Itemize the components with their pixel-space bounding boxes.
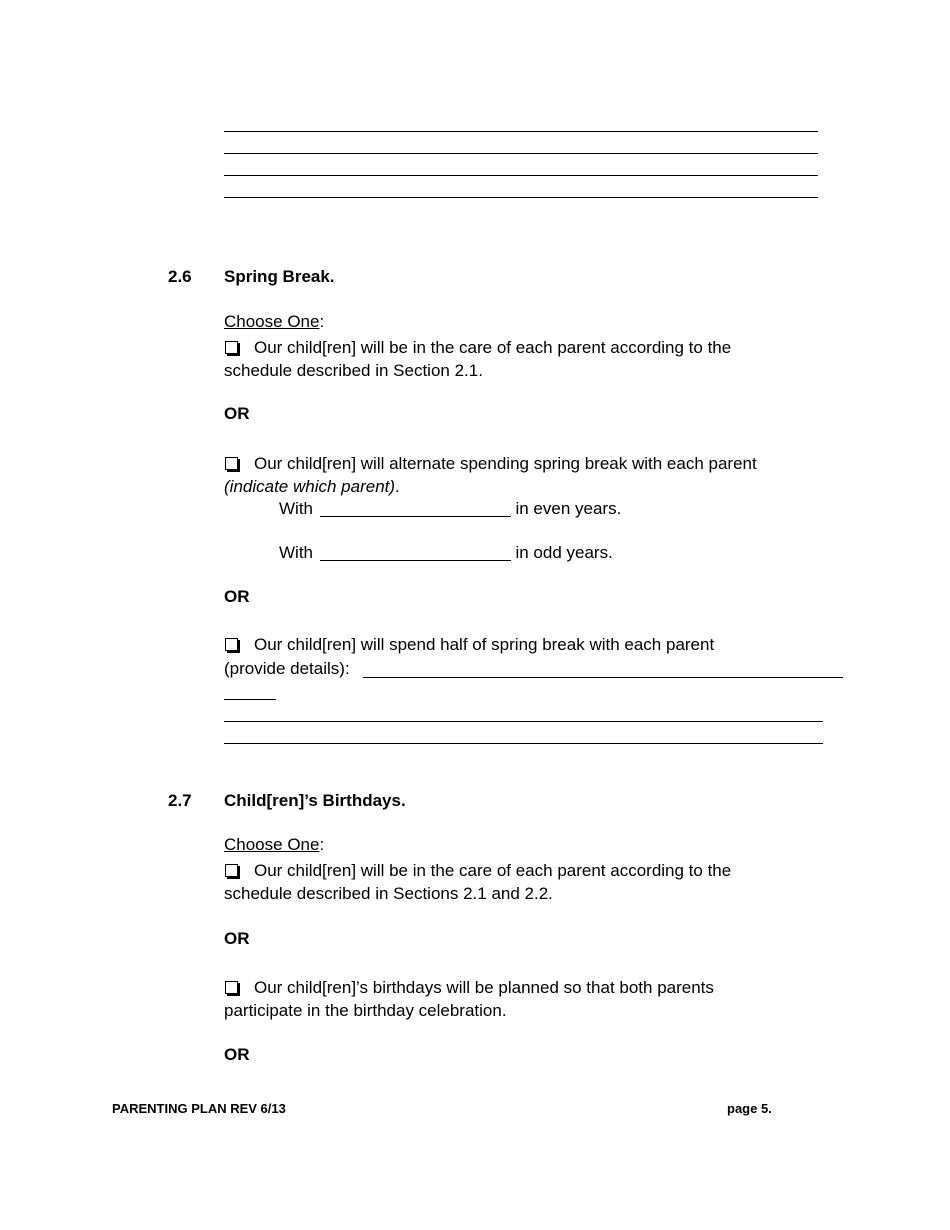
or-separator: OR (224, 1045, 250, 1064)
period: . (395, 477, 400, 496)
form-id: PARENTING PLAN REV 6/13 (112, 1101, 286, 1116)
parent-name-blank-even[interactable] (320, 500, 511, 517)
option-checkbox-line (224, 978, 714, 998)
writing-line[interactable] (224, 197, 818, 198)
writing-line[interactable] (224, 131, 818, 132)
choose-one-text: Choose One (224, 835, 320, 854)
section-number: 2.7 (168, 791, 192, 810)
odd-years-text: in odd years. (515, 543, 613, 562)
section-title: Child[ren]’s Birthdays. (224, 791, 406, 810)
checkbox-icon[interactable] (225, 638, 238, 651)
odd-years-line (279, 543, 613, 563)
option-text: Our child[ren] will spend half of spring break with each parent (254, 635, 715, 654)
italic-instruction: (indicate which parent) (224, 477, 396, 496)
details-blank[interactable] (224, 743, 823, 744)
with-label: With (279, 543, 313, 562)
or-separator: OR (224, 587, 250, 606)
option-text-line: participate in the birthday celebration. (224, 1001, 507, 1020)
option-checkbox-line (224, 861, 731, 881)
colon: : (319, 835, 325, 854)
checkbox-icon[interactable] (225, 864, 238, 877)
checkbox-icon[interactable] (225, 457, 238, 470)
checkbox-icon[interactable] (225, 981, 238, 994)
option-text-line (224, 477, 400, 497)
or-separator: OR (224, 929, 250, 948)
option-checkbox-line (224, 338, 731, 358)
option-text-line: schedule described in Sections 2.1 and 2.2. (224, 884, 553, 903)
option-checkbox-line (224, 635, 714, 655)
even-years-text: in even years. (515, 499, 622, 518)
details-blank[interactable] (224, 721, 823, 722)
writing-line[interactable] (224, 153, 818, 154)
section-number: 2.6 (168, 267, 192, 286)
option-text-line: schedule described in Section 2.1. (224, 361, 483, 380)
details-blank[interactable] (224, 699, 276, 700)
even-years-line (279, 499, 621, 519)
option-text: Our child[ren] will be in the care of each parent according to the (254, 338, 732, 357)
option-text-line: (provide details): (224, 659, 350, 678)
section-title: Spring Break. (224, 267, 335, 286)
choose-one-label (224, 312, 324, 332)
option-checkbox-line (224, 454, 757, 474)
choose-one-text: Choose One (224, 312, 320, 331)
option-text: Our child[ren] will be in the care of each parent according to the (254, 861, 732, 880)
details-blank[interactable] (363, 677, 843, 678)
with-label: With (279, 499, 313, 518)
parent-name-blank-odd[interactable] (320, 544, 511, 561)
choose-one-label (224, 835, 324, 855)
colon: : (319, 312, 325, 331)
writing-line[interactable] (224, 175, 818, 176)
option-text: Our child[ren] will alternate spending spring break with each parent (254, 454, 757, 473)
page-number: page 5. (727, 1101, 772, 1116)
or-separator: OR (224, 404, 250, 423)
option-text: Our child[ren]’s birthdays will be planned so that both parents (254, 978, 714, 997)
checkbox-icon[interactable] (225, 341, 238, 354)
